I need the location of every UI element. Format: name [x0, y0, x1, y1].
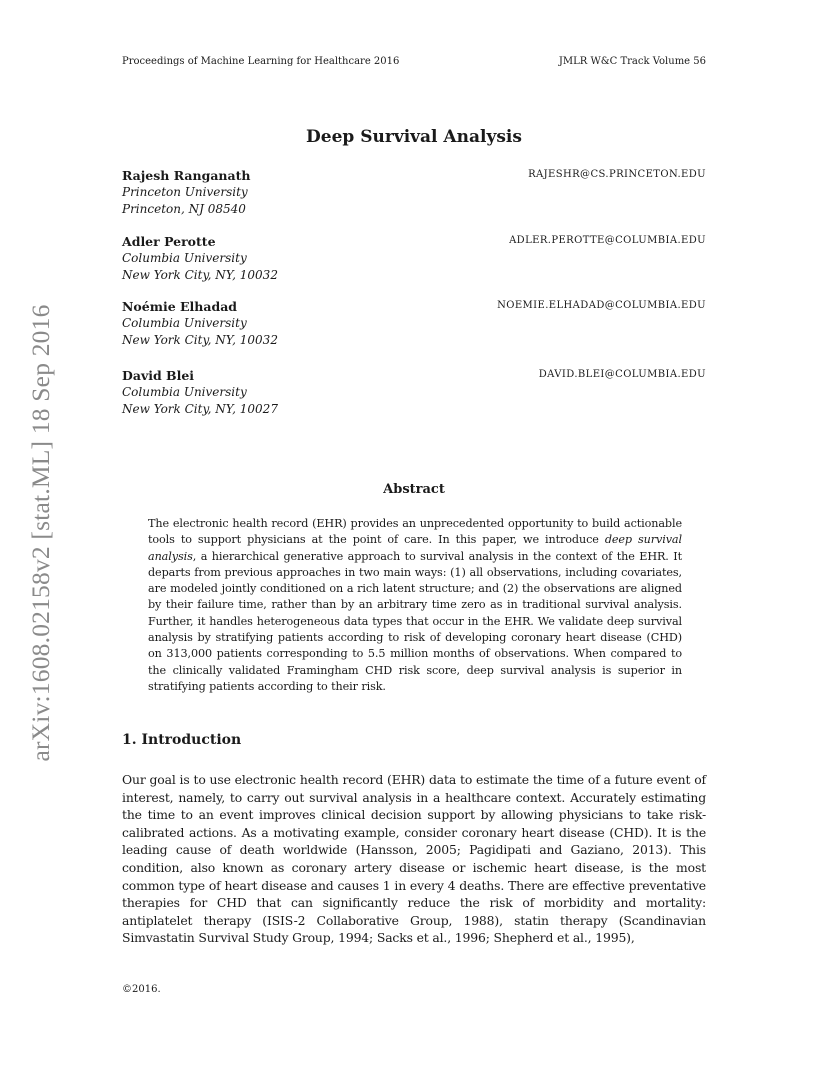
author-location: New York City, NY, 10032: [122, 333, 278, 347]
author-block: [122, 233, 706, 284]
author-block: [122, 167, 706, 218]
copyright-notice: ©2016.: [122, 984, 161, 995]
author-name: David Blei: [122, 368, 195, 383]
author-affiliation: Columbia University: [122, 251, 247, 265]
author-location: New York City, NY, 10032: [122, 268, 278, 282]
author-affiliation: Columbia University: [122, 385, 247, 399]
abstract-text-part: , a hierarchical generative approach to survival analysis in the context of the EHR. It departs from previous approaches in two main ways: (1) all observations, including covariates, are modeled jointly conditioned on a rich latent structure; and (2) the observations are aligned by their failure time, rather than by an arbitrary time zero as in traditional survival analysis. Further, it handles heterogeneous data types that occur in the EHR. We validate deep survival analysis by stratifying patients according to risk of developing coronary heart disease (CHD) on 313,000 patients corresponding to 5.5 million months of observations. When compared to the clinically validated Framingham CHD risk score, deep survival analysis is superior in stratifying patients according to their risk.: [148, 549, 682, 693]
author-affiliation: Columbia University: [122, 316, 247, 330]
author-name: Adler Perotte: [122, 234, 216, 249]
author-block: [122, 298, 706, 349]
author-name: Rajesh Ranganath: [122, 168, 251, 183]
author-location: Princeton, NJ 08540: [122, 202, 246, 216]
arxiv-identifier: arXiv:1608.02158v2 [stat.ML] 18 Sep 2016: [26, 304, 55, 762]
author-email: NOEMIE.ELHADAD@COLUMBIA.EDU: [497, 300, 706, 311]
abstract-emphasis: deep survival analysis: [148, 533, 682, 563]
abstract-heading: Abstract: [383, 482, 445, 497]
introduction-text: Our goal is to use electronic health record (EHR) data to estimate the time of a future event of interest, namely, to carry out survival analysis in a healthcare context. Accurately estimating the time to an event improves clinical decision support by allowing physicians to take risk-calibrated actions. As a motivating example, consider coronary heart disease (CHD). It is the leading cause of death worldwide (Hansson, 2005; Pagidipati and Gaziano, 2013). This condition, also known as coronary artery disease or ischemic heart disease, is the most common type of heart disease and causes 1 in every 4 deaths. There are effective preventative therapies for CHD that can significantly reduce the risk of morbidity and mortality: antiplatelet therapy (ISIS-2 Collaborative Group, 1988), statin therapy (Scandinavian Simvastatin Survival Study Group, 1994; Sacks et al., 1996; Shepherd et al., 1995),: [122, 772, 706, 946]
author-location: New York City, NY, 10027: [122, 402, 278, 416]
author-email: RAJESHR@CS.PRINCETON.EDU: [528, 169, 706, 180]
running-head-right: JMLR W&C Track Volume 56: [558, 56, 706, 67]
author-email: DAVID.BLEI@COLUMBIA.EDU: [538, 369, 706, 380]
author-email: ADLER.PEROTTE@COLUMBIA.EDU: [509, 235, 706, 246]
author-block: [122, 367, 706, 418]
running-head-left: Proceedings of Machine Learning for Healthcare 2016: [122, 56, 400, 67]
abstract-text-part: The electronic health record (EHR) provides an unprecedented opportunity to build actionable tools to support physicians at the point of care. In this paper, we introduce: [148, 517, 682, 547]
author-affiliation: Princeton University: [122, 185, 248, 199]
abstract-text: [148, 516, 682, 695]
paper-title: Deep Survival Analysis: [306, 127, 522, 147]
section-heading-introduction: 1. Introduction: [122, 732, 242, 748]
author-name: Noémie Elhadad: [122, 299, 238, 314]
